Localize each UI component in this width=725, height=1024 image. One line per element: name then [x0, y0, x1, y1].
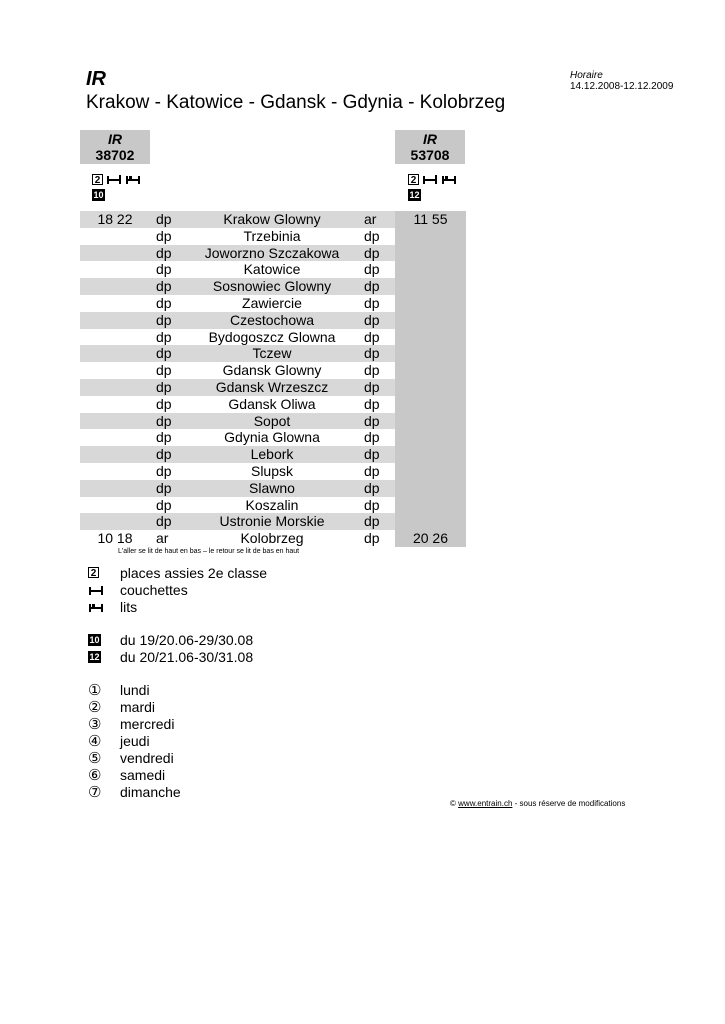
left-time — [80, 295, 150, 312]
station-name: Krakow Glowny — [223, 211, 321, 227]
direction-right: dp — [364, 345, 380, 362]
station-name: Slawno — [249, 479, 295, 496]
timetable-row — [80, 379, 466, 396]
bed-icon — [88, 602, 104, 612]
station-name: Gdansk Wrzeszcz — [215, 378, 329, 395]
timetable-row — [80, 513, 466, 530]
timetable-row — [80, 312, 466, 329]
station-name: Katowice — [243, 261, 301, 278]
left-time — [80, 312, 150, 329]
left-time — [80, 480, 150, 497]
station-name: Kolobrzeg — [240, 530, 304, 547]
train-header-left — [80, 130, 150, 164]
direction-left: dp — [156, 345, 172, 362]
train-number: 38702 — [95, 147, 135, 163]
route-title: Krakow - Katowice - Gdansk - Gdynia - Kolobrzeg — [86, 92, 506, 113]
station-name: Gdansk Oliwa — [228, 395, 316, 412]
train-header-right — [395, 130, 465, 164]
left-time — [80, 245, 150, 262]
right-time — [395, 396, 466, 413]
bed-icon — [441, 174, 457, 184]
direction-right: dp — [364, 261, 380, 278]
direction-left: ar — [156, 530, 169, 547]
direction-left: dp — [156, 496, 172, 513]
horaire-label: Horaire — [570, 70, 603, 81]
note-10-icon: 10 — [89, 634, 100, 645]
legend-row — [88, 783, 181, 800]
direction-left: dp — [156, 513, 172, 530]
copyright-symbol: © — [450, 799, 456, 808]
left-time — [80, 446, 150, 463]
station-name: Slupsk — [250, 462, 294, 479]
couchette-icon — [88, 585, 104, 595]
right-time — [395, 362, 466, 379]
direction-note: L'aller se lit de haut en bas – le retour se lit de bas en haut — [118, 548, 300, 555]
direction-left: dp — [156, 328, 172, 345]
legend-text: vendredi — [120, 749, 174, 766]
legend-text: places assies 2e classe — [120, 564, 268, 581]
legend-days — [88, 681, 181, 800]
left-time: 18 22 — [97, 211, 133, 227]
day-number-icon: ④ — [88, 732, 102, 750]
legend-row — [88, 581, 267, 598]
day-number-icon: ⑤ — [88, 749, 102, 767]
station-name: Joworzno Szczakowa — [204, 244, 340, 261]
note-12-icon: 12 — [409, 190, 420, 200]
right-time — [395, 379, 466, 396]
legend-text: jeudi — [120, 732, 150, 749]
left-time — [80, 413, 150, 430]
left-time — [80, 261, 150, 278]
station-name: Gdynia Glowna — [224, 429, 320, 446]
left-time — [80, 497, 150, 514]
timetable-row — [80, 345, 466, 362]
legend-text: mercredi — [120, 715, 175, 732]
left-time — [80, 513, 150, 530]
direction-right: ar — [364, 211, 377, 227]
right-time — [395, 429, 466, 446]
direction-left: dp — [156, 362, 172, 379]
right-time — [395, 261, 466, 278]
right-time — [395, 413, 466, 430]
direction-right: dp — [364, 294, 380, 311]
direction-left: dp — [156, 395, 172, 412]
right-time — [395, 345, 466, 362]
station-name: Bydogoszcz Glowna — [208, 328, 336, 345]
timetable-row — [80, 295, 466, 312]
timetable-row — [80, 228, 466, 245]
legend-row — [88, 648, 253, 665]
legend-row — [88, 598, 267, 615]
legend-text: couchettes — [120, 581, 188, 598]
legend-row — [88, 749, 181, 766]
timetable-row — [80, 245, 466, 262]
station-name: Zawiercie — [242, 294, 302, 311]
direction-right: dp — [364, 412, 380, 429]
timetable-row — [80, 429, 466, 446]
station-name: Czestochowa — [229, 311, 315, 328]
left-time — [80, 396, 150, 413]
legend-row — [88, 564, 267, 581]
timetable-row — [80, 463, 466, 480]
timetable-row — [80, 413, 466, 430]
station-name: Tczew — [252, 345, 292, 362]
direction-left: dp — [156, 462, 172, 479]
timetable — [80, 211, 466, 547]
direction-right: dp — [364, 362, 380, 379]
timetable-row — [80, 261, 466, 278]
second-class-icon: 2 — [408, 174, 419, 185]
direction-left: dp — [156, 278, 172, 295]
left-time — [80, 228, 150, 245]
direction-right: dp — [364, 446, 380, 463]
right-time — [395, 463, 466, 480]
day-number-icon: ② — [88, 698, 102, 716]
train-type: IR — [86, 68, 106, 90]
legend-row — [88, 698, 181, 715]
bed-icon — [125, 174, 141, 184]
timetable-row — [80, 211, 466, 228]
note-10-icon: 10 — [93, 190, 104, 200]
direction-right: dp — [364, 530, 380, 547]
services-left — [92, 172, 141, 202]
direction-right: dp — [364, 513, 380, 530]
train-number: 53708 — [410, 147, 450, 163]
timetable-row — [80, 530, 466, 547]
copyright-footer — [450, 799, 625, 808]
direction-left: dp — [156, 378, 172, 395]
station-name: Ustronie Morskie — [219, 513, 325, 530]
direction-right: dp — [364, 429, 380, 446]
right-time — [395, 446, 466, 463]
day-number-icon: ⑦ — [88, 783, 102, 801]
direction-left: dp — [156, 479, 172, 496]
right-time — [395, 295, 466, 312]
direction-right: dp — [364, 479, 380, 496]
direction-left: dp — [156, 446, 172, 463]
direction-right: dp — [364, 462, 380, 479]
left-time — [80, 379, 150, 396]
legend-text: samedi — [120, 766, 166, 783]
left-time: 10 18 — [97, 530, 133, 547]
station-name: Gdansk Glowny — [222, 362, 322, 379]
direction-right: dp — [364, 378, 380, 395]
direction-right: dp — [364, 278, 380, 295]
legend-notes — [88, 631, 253, 665]
station-name: Lebork — [250, 446, 294, 463]
direction-left: dp — [156, 261, 172, 278]
timetable-row — [80, 497, 466, 514]
direction-left: dp — [156, 211, 172, 227]
right-time — [395, 480, 466, 497]
legend-row — [88, 681, 181, 698]
left-time — [80, 362, 150, 379]
legend-row — [88, 631, 253, 648]
validity-period: 14.12.2008-12.12.2009 — [570, 81, 674, 92]
left-time — [80, 278, 150, 295]
legend-service — [88, 564, 267, 615]
right-time — [395, 312, 466, 329]
timetable-row — [80, 446, 466, 463]
legend-text: lundi — [120, 681, 150, 698]
direction-right: dp — [364, 496, 380, 513]
direction-right: dp — [364, 227, 380, 244]
direction-left: dp — [156, 244, 172, 261]
legend-text: lits — [120, 598, 138, 615]
legend-row — [88, 766, 181, 783]
legend-row — [88, 732, 181, 749]
station-name: Koszalin — [245, 496, 299, 513]
day-number-icon: ① — [88, 681, 102, 699]
right-time — [395, 228, 466, 245]
timetable-row — [80, 396, 466, 413]
timetable-row — [80, 329, 466, 346]
left-time — [80, 463, 150, 480]
couchette-icon — [106, 174, 122, 184]
direction-left: dp — [156, 227, 172, 244]
left-time — [80, 329, 150, 346]
legend-text: dimanche — [120, 783, 181, 800]
legend-text: du 19/20.06-29/30.08 — [120, 631, 254, 648]
right-time — [395, 329, 466, 346]
train-category: IR — [108, 131, 122, 147]
right-time — [395, 513, 466, 530]
entrain-link[interactable]: www.entrain.ch — [458, 799, 513, 808]
direction-right: dp — [364, 244, 380, 261]
direction-left: dp — [156, 429, 172, 446]
timetable-row — [80, 480, 466, 497]
day-number-icon: ③ — [88, 715, 102, 733]
legend-text: du 20/21.06-30/31.08 — [120, 648, 254, 665]
copyright-suffix: - sous réserve de modifications — [512, 799, 626, 808]
legend-text: mardi — [120, 698, 156, 715]
left-time — [80, 429, 150, 446]
direction-right: dp — [364, 311, 380, 328]
right-time: 11 55 — [395, 211, 466, 228]
couchette-icon — [422, 174, 438, 184]
station-name: Trzebinia — [243, 227, 301, 244]
direction-left: dp — [156, 412, 172, 429]
right-time: 20 26 — [395, 530, 466, 547]
timetable-row — [80, 362, 466, 379]
right-time — [395, 278, 466, 295]
legend-row — [88, 715, 181, 732]
station-name: Sosnowiec Glowny — [212, 278, 332, 295]
day-number-icon: ⑥ — [88, 766, 102, 784]
direction-right: dp — [364, 328, 380, 345]
train-category: IR — [423, 131, 437, 147]
second-class-icon: 2 — [92, 174, 103, 185]
timetable-row — [80, 278, 466, 295]
direction-left: dp — [156, 294, 172, 311]
second-class-icon: 2 — [88, 567, 99, 578]
direction-left: dp — [156, 311, 172, 328]
direction-right: dp — [364, 395, 380, 412]
right-time — [395, 245, 466, 262]
right-time — [395, 497, 466, 514]
services-right — [408, 172, 457, 202]
left-time — [80, 345, 150, 362]
note-12-icon: 12 — [89, 651, 100, 662]
station-name: Sopot — [253, 412, 291, 429]
